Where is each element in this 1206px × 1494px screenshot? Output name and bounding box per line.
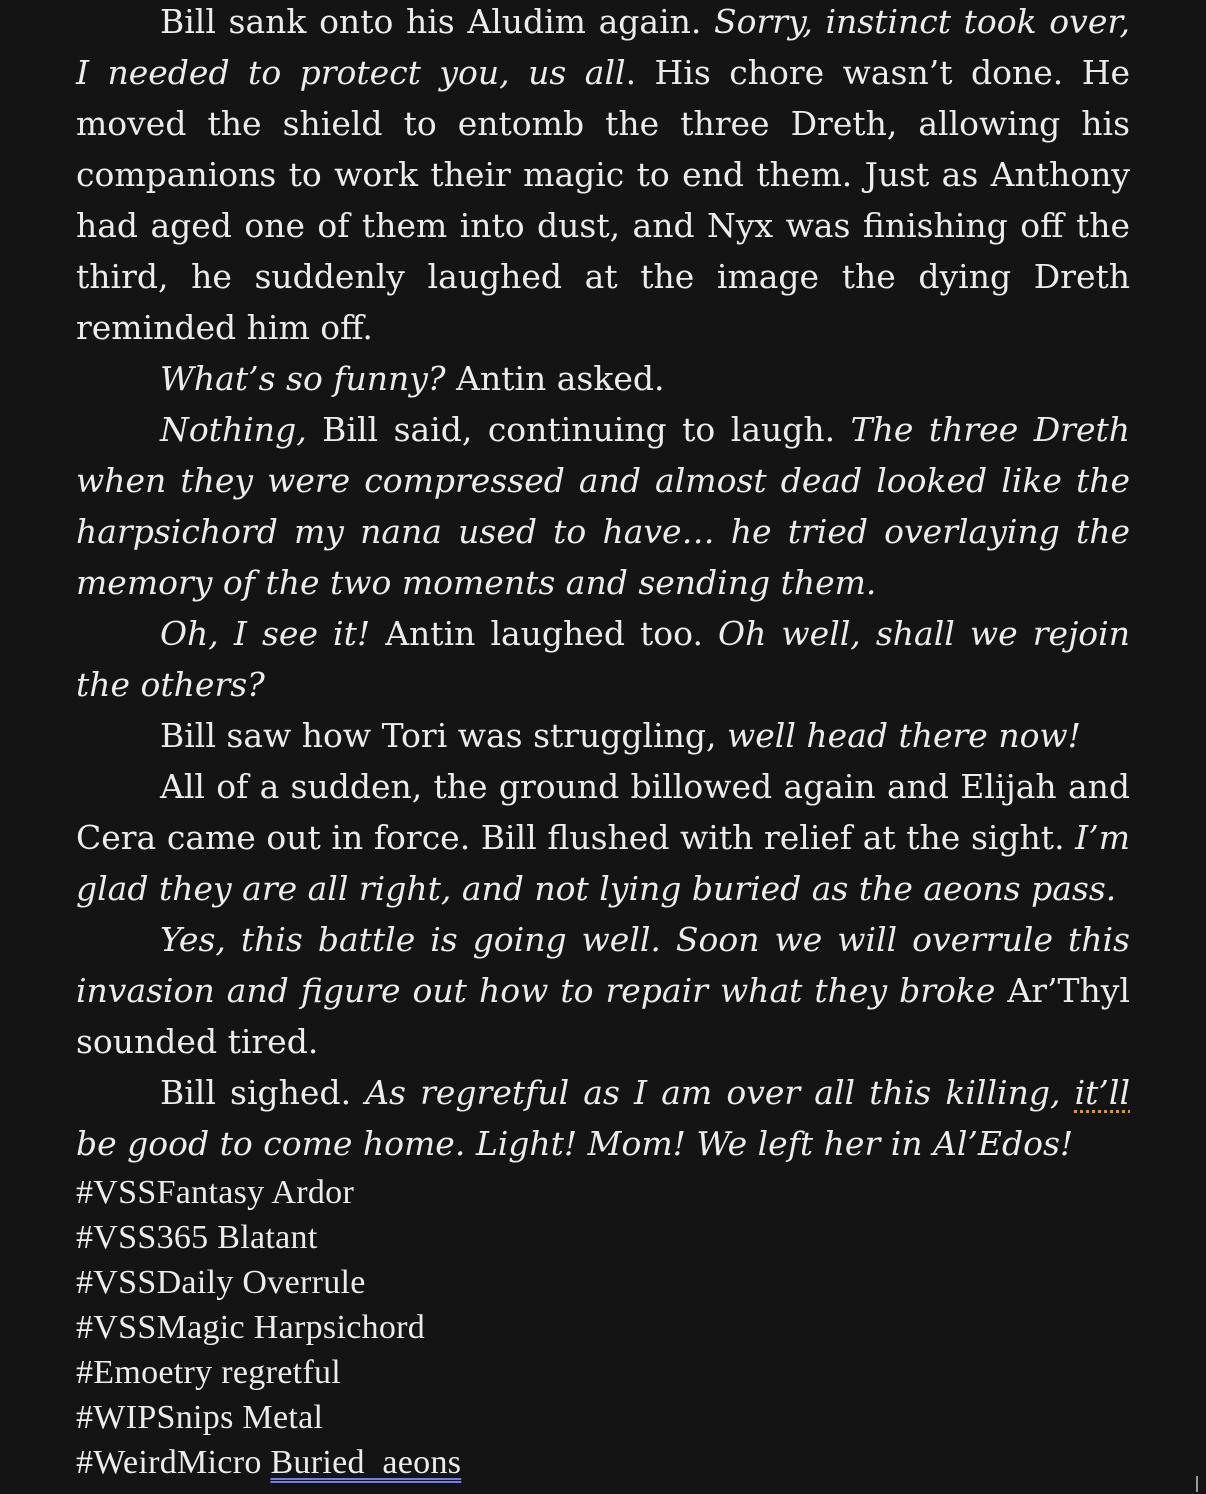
- hashtag: #VSSFantasy: [76, 1174, 265, 1211]
- paragraph-2: [76, 353, 1130, 404]
- spellcheck-flagged-word[interactable]: it’ll: [1074, 1073, 1131, 1112]
- text-segment-italic: The three Dreth when they were compressed and almost dead looked like the harpsichord my nana used to have… he tried overlaying the memory of the two moments and sending them.: [76, 410, 1130, 602]
- prompt-word: Blatant: [217, 1219, 318, 1256]
- text-segment-italic: be good to come home. Light! Mom! We left her in Al’Edos!: [76, 1124, 1074, 1163]
- paragraph-7: [76, 914, 1130, 1067]
- hashtag-line: [76, 1215, 461, 1260]
- paragraph-1: [76, 0, 1130, 353]
- text-segment: . His chore wasn’t done. He moved the shield to entomb the three Dreth, allowing his companions to work their magic to end them. Just as Anthony had aged one of them into dust, and Nyx was finishing off the third, he suddenly laughed at the image the dying Dreth reminded him off.: [76, 53, 1130, 347]
- text-segment: Antin asked.: [445, 359, 665, 398]
- text-segment: All of a sudden, the ground billowed again and Elijah and Cera came out in force. Bill flushed with relief at the sight.: [76, 767, 1130, 857]
- text-segment: Bill sighed.: [160, 1073, 366, 1112]
- text-segment-italic: Oh well, shall we rejoin the others?: [76, 614, 1130, 704]
- text-segment: Antin laughed too.: [370, 614, 719, 653]
- text-segment-italic: well head there now!: [727, 716, 1081, 755]
- text-segment-italic: What’s so funny?: [160, 359, 446, 398]
- hashtag-line: [76, 1440, 461, 1485]
- story-text: [76, 0, 1130, 1169]
- prompt-word: Harpsichord: [253, 1309, 426, 1346]
- text-segment: Ar’Thyl sounded tired.: [76, 971, 1130, 1061]
- hashtag: #Emoetry: [76, 1354, 213, 1391]
- hashtag-line: [76, 1260, 461, 1305]
- paragraph-3: [76, 404, 1130, 608]
- text-segment-italic: Oh, I see it!: [160, 614, 371, 653]
- prompt-word: regretful: [221, 1354, 342, 1391]
- text-segment: Bill said, continuing to laugh.: [306, 410, 851, 449]
- text-segment-italic: As regretful as I am over all this killing,: [365, 1073, 1075, 1112]
- paragraph-6: [76, 761, 1130, 914]
- text-segment-italic: Yes, this battle is going well. Soon we will overrule this invasion and figure out how to repair what they broke: [76, 920, 1130, 1010]
- hashtag-line: [76, 1395, 461, 1440]
- paragraph-8: [76, 1067, 1130, 1169]
- scroll-edge-indicator: [1196, 1476, 1198, 1492]
- text-segment-italic: Nothing,: [160, 410, 307, 449]
- hashtag: #VSSMagic: [76, 1309, 245, 1346]
- prompt-word: Metal: [242, 1399, 324, 1436]
- paragraph-4: [76, 608, 1130, 710]
- text-segment: Bill sank onto his Aludim again.: [160, 2, 715, 41]
- hashtag-line: [76, 1305, 461, 1350]
- grammar-flagged-phrase[interactable]: Buried aeons: [270, 1444, 462, 1481]
- hashtag-list: [76, 1170, 461, 1485]
- text-segment: Bill saw how Tori was struggling,: [160, 716, 728, 755]
- hashtag-line: [76, 1170, 461, 1215]
- prompt-word: Ardor: [271, 1174, 355, 1211]
- hashtag: #VSS365: [76, 1219, 209, 1256]
- hashtag: #WeirdMicro: [76, 1444, 262, 1481]
- paragraph-5: [76, 710, 1130, 761]
- text-segment-italic: I’m glad they are all right, and not lying buried as the aeons pass.: [76, 818, 1130, 908]
- prompt-word: Overrule: [242, 1264, 366, 1301]
- text-segment-italic: Sorry, instinct took over, I needed to protect you, us all: [76, 2, 1130, 92]
- hashtag: #VSSDaily: [76, 1264, 234, 1301]
- hashtag: #WIPSnips: [76, 1399, 234, 1436]
- hashtag-line: [76, 1350, 461, 1395]
- document-page: [76, 0, 1131, 1481]
